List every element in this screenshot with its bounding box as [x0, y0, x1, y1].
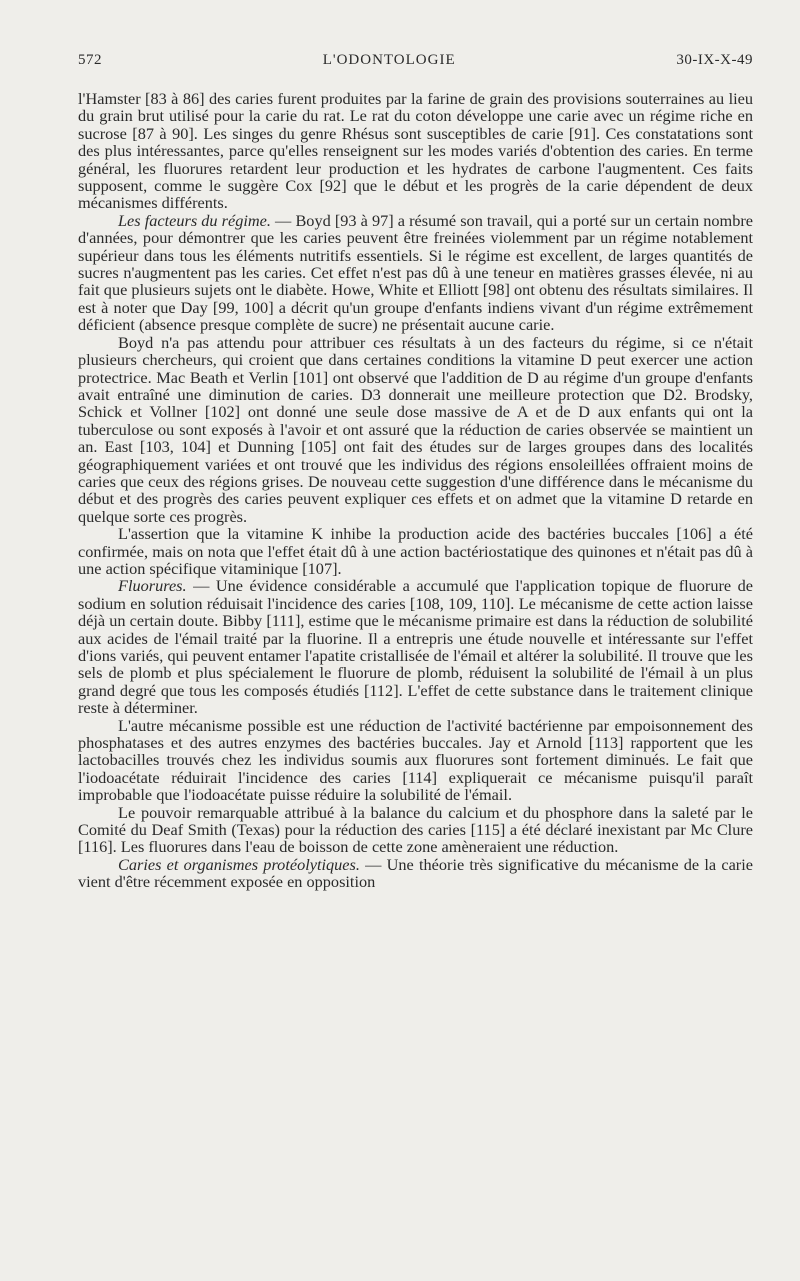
paragraph-calcium-phosphore [78, 804, 753, 856]
paragraph-text: L'autre mécanisme possible est une réduction de l'activité bactérienne par empoisonnement des phosphatases et des autres enzymes des bactéries buccales. Jay et Arnold [113] rapportent que les lactobacilles trouvés chez les individus soumis aux fluorures sont fortement diminués. Le fait que l'iodoacétate réduirait l'incidence des caries [114] expliquerait ce mécanisme puisqu'il paraît improbable que l'iodoacétate puisse réduire la solubilité de l'émail. [78, 715, 753, 805]
paragraph-fluorures [78, 577, 753, 716]
section-heading-caries-organismes: Caries et organismes protéolytiques. [118, 854, 360, 874]
body-text [78, 90, 753, 891]
paragraph-text: Boyd n'a pas attendu pour attribuer ces résultats à un des facteurs du régime, si ce n'était plusieurs chercheurs, qui croient que dans certaines conditions la vitamine D peut exercer une action protectrice. Mac Beath et Verlin [101] ont observé que l'addition de D au régime d'un groupe d'enfants avait entraîné une diminution de caries. D3 donnerait une meilleure protection que D2. Brodsky, Schick et Vollner [102] ont donné une seule dose massive de A et de D aux enfants qui ont la tuberculose ou sont exposés à l'avoir et ont assuré que la réduction de caries observée se maintient un an. East [103, 104] et Dunning [105] ont fait des études sur de larges groupes dans des localités géographiquement variées et ont trouvé que les individus des régions ensoleillées offraient moins de caries que ceux des régions grises. De nouveau cette suggestion d'une différence dans le mécanisme du début et des progrès des caries peuvent expliquer ces effets et on admet que la vitamine D retarde en quelque sorte ces progrès. [78, 332, 753, 526]
running-header [78, 52, 753, 74]
paragraph-vitamine-d [78, 334, 753, 525]
paragraph-caries-organismes [78, 856, 753, 891]
paragraph-text: l'Hamster [83 à 86] des caries furent produites par la farine de grain des provisions souterraines au lieu du grain brut utilisé pour la carie du rat. Le rat du coton développe une carie avec un régime riche en sucrose [87 à 90]. Les singes du genre Rhésus sont susceptibles de carie [91]. Ces constatations sont des plus intéressantes, parce qu'elles renseignent sur les modes variés d'obtention des caries. En terme général, les fluorures retardent leur production et les hydrates de carbone l'augmentent. Ces faits supposent, comme le suggère Cox [92] que le début et les progrès de la carie dépendent de deux mécanismes différents. [78, 89, 753, 213]
section-heading-fluorures: Fluorures. [118, 576, 187, 596]
paragraph-text: — Une évidence considérable a accumulé que l'application topique de fluorure de sodium en solution réduisait l'incidence des caries [108, 109, 110]. Le mécanisme de cette action laisse déjà un certain doute. Bibby [111], estime que le mécanisme primaire est dans la réduction de solubilité aux acides de l'émail traité par la fluorine. Il a entrepris une étude nouvelle et intéressante sur l'effet d'ions variés, qui peuvent entamer l'apatite cristallisée de l'émail et altérer la solubilité. Il trouve que les sels de plomb et plus spécialement le fluorure de plomb, réduisent la solubilité de l'émail à un plus grand degré que tous les composés étudiés [112]. L'effet de cette substance dans le traitement clinique reste à déterminer. [78, 576, 753, 718]
paragraph-text: — Une théorie très significative du mécanisme de la carie vient d'être récemment exposée en opposition [78, 854, 753, 892]
paragraph-text: — Boyd [93 à 97] a résumé son travail, qui a porté sur un certain nombre d'années, pour démontrer que les caries peuvent être freinées violemment par un régime notablement supérieur dans tous les éléments nutritifs essentiels. Si le régime est excellent, de larges quantités de sucres n'augmentent pas les caries. Cet effet n'est pas dû à une teneur en matières grasses élevée, ni au fait que plusieurs sujets ont le diabète. Howe, White et Elliott [98] ont obtenu des résultats similaires. Il est à noter que Day [99, 100] a décrit qu'un groupe d'enfants indiens vivant d'un régime extrêmement déficient (absence presque complète de sucre) ne présentait aucune carie. [78, 210, 754, 335]
page-number: 572 [78, 52, 102, 68]
paragraph-vitamine-k [78, 525, 753, 577]
issue-date: 30-IX-X-49 [676, 52, 753, 68]
paragraph-text: L'assertion que la vitamine K inhibe la production acide des bactéries buccales [106] a été confirmée, mais on nota que l'effet était dû à une action bactériostatique des quinones et n'était pas dû à une action spécifique vitaminique [107]. [78, 524, 753, 578]
paragraph-autre-mecanisme [78, 717, 753, 804]
journal-title: L'ODONTOLOGIE [322, 52, 456, 68]
paragraph-facteurs-regime [78, 212, 753, 334]
document-page [78, 52, 753, 891]
section-heading-facteurs-regime: Les facteurs du régime. [118, 210, 271, 230]
paragraph-text: Le pouvoir remarquable attribué à la balance du calcium et du phosphore dans la saleté par le Comité du Deaf Smith (Texas) pour la réduction des caries [115] a été déclaré inexistant par Mc Clure [116]. Les fluorures dans l'eau de boisson de cette zone amèneraient une réduction. [78, 802, 753, 857]
paragraph-hamster [78, 90, 753, 212]
